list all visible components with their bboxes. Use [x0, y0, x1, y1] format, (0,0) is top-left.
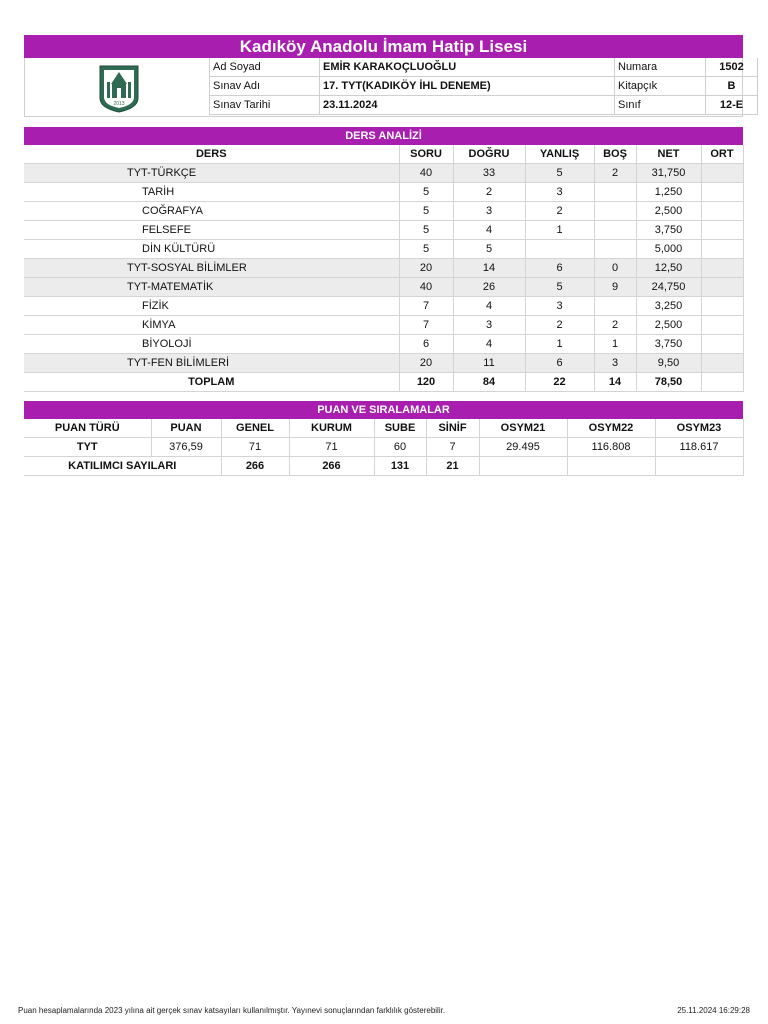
cell-dogru: 14: [453, 259, 525, 278]
total-bos: 14: [594, 373, 636, 392]
info-label: Ad Soyad: [210, 58, 320, 77]
cell-yanlis: 1: [525, 335, 594, 354]
column-header: DOĞRU: [453, 145, 525, 164]
katilimci-kurum: 266: [289, 457, 374, 476]
puan-sinif: 7: [426, 438, 479, 457]
table-row: [24, 240, 743, 259]
table-row: [24, 335, 743, 354]
footer-note: Puan hesaplamalarında 2023 yılına ait gerçek sınav katsayıları kullanılmıştır. Yayınevi sonuçlarından farklılık gösterebilir.: [18, 1006, 446, 1015]
column-header: ORT: [701, 145, 743, 164]
cell-soru: 5: [399, 240, 453, 259]
cell-bos: 0: [594, 259, 636, 278]
cell-dogru: 33: [453, 164, 525, 183]
cell-yanlis: 1: [525, 221, 594, 240]
table-row: [24, 221, 743, 240]
ders-name: BİYOLOJİ: [24, 335, 399, 354]
cell-dogru: 2: [453, 183, 525, 202]
ders-name: TYT-SOSYAL BİLİMLER: [24, 259, 399, 278]
column-header: BOŞ: [594, 145, 636, 164]
puan-genel: 71: [221, 438, 289, 457]
cell-bos: 2: [594, 164, 636, 183]
total-label: TOPLAM: [24, 373, 399, 392]
katilimci-sube: 131: [374, 457, 426, 476]
empty-cell: [479, 457, 567, 476]
column-header: OSYM22: [567, 419, 655, 438]
table-row: [24, 202, 743, 221]
katilimci-genel: 266: [221, 457, 289, 476]
cell-net: 5,000: [636, 240, 701, 259]
cell-ort: [701, 164, 743, 183]
student-info-table: [209, 58, 758, 115]
info-label: Sınav Adı: [210, 77, 320, 96]
cell-soru: 5: [399, 202, 453, 221]
cell-dogru: 4: [453, 221, 525, 240]
info-label-2: Numara: [615, 58, 706, 77]
cell-ort: [701, 278, 743, 297]
puan-osym23: 118.617: [655, 438, 743, 457]
info-value: 17. TYT(KADIKÖY İHL DENEME): [320, 77, 615, 96]
cell-dogru: 4: [453, 297, 525, 316]
empty-cell: [655, 457, 743, 476]
cell-net: 2,500: [636, 316, 701, 335]
cell-bos: 2: [594, 316, 636, 335]
cell-bos: 1: [594, 335, 636, 354]
table-row: [24, 183, 743, 202]
cell-ort: [701, 335, 743, 354]
column-header: PUAN: [151, 419, 221, 438]
ders-name: TYT-TÜRKÇE: [24, 164, 399, 183]
cell-yanlis: 2: [525, 316, 594, 335]
empty-cell: [567, 457, 655, 476]
cell-net: 1,250: [636, 183, 701, 202]
cell-yanlis: 3: [525, 297, 594, 316]
puan-osym21: 29.495: [479, 438, 567, 457]
total-row: [24, 373, 743, 392]
cell-dogru: 3: [453, 316, 525, 335]
ders-name: TYT-FEN BİLİMLERİ: [24, 354, 399, 373]
info-value-2: 12-E: [706, 96, 758, 115]
info-value-2: B: [706, 77, 758, 96]
info-row: [210, 58, 758, 77]
column-header: DERS: [24, 145, 399, 164]
ders-name: TYT-MATEMATİK: [24, 278, 399, 297]
school-crest-logo: [96, 62, 142, 114]
table-row: [24, 438, 743, 457]
cell-bos: [594, 202, 636, 221]
ders-name: FELSEFE: [24, 221, 399, 240]
cell-net: 3,750: [636, 335, 701, 354]
column-header: NET: [636, 145, 701, 164]
cell-bos: [594, 297, 636, 316]
ders-name: DİN KÜLTÜRÜ: [24, 240, 399, 259]
table-row: [24, 297, 743, 316]
cell-dogru: 4: [453, 335, 525, 354]
info-row: [210, 96, 758, 115]
table-row: [24, 457, 743, 476]
column-header: GENEL: [221, 419, 289, 438]
cell-ort: [701, 221, 743, 240]
cell-dogru: 5: [453, 240, 525, 259]
school-title: Kadıköy Anadolu İmam Hatip Lisesi: [24, 35, 743, 58]
info-value: 23.11.2024: [320, 96, 615, 115]
info-label-2: Sınıf: [615, 96, 706, 115]
column-header: KURUM: [289, 419, 374, 438]
cell-net: 12,50: [636, 259, 701, 278]
puan-siralama-table: [24, 419, 744, 476]
column-header: OSYM21: [479, 419, 567, 438]
cell-net: 3,750: [636, 221, 701, 240]
katilimci-label: KATILIMCI SAYILARI: [24, 457, 221, 476]
cell-soru: 5: [399, 183, 453, 202]
info-value: EMİR KARAKOÇLUOĞLU: [320, 58, 615, 77]
puan-siralama-title: PUAN VE SIRALAMALAR: [24, 401, 743, 419]
info-label: Sınav Tarihi: [210, 96, 320, 115]
ders-name: FİZİK: [24, 297, 399, 316]
table-row: [24, 259, 743, 278]
column-header: YANLIŞ: [525, 145, 594, 164]
info-value-2: 1502: [706, 58, 758, 77]
cell-yanlis: 3: [525, 183, 594, 202]
puan-sube: 60: [374, 438, 426, 457]
puan-kurum: 71: [289, 438, 374, 457]
footer-datetime: 25.11.2024 16:29:28: [677, 1006, 750, 1015]
cell-soru: 7: [399, 297, 453, 316]
cell-net: 31,750: [636, 164, 701, 183]
cell-bos: 9: [594, 278, 636, 297]
cell-bos: [594, 240, 636, 259]
cell-bos: [594, 221, 636, 240]
cell-ort: [701, 240, 743, 259]
ders-name: TARİH: [24, 183, 399, 202]
cell-soru: 7: [399, 316, 453, 335]
cell-soru: 40: [399, 164, 453, 183]
cell-ort: [701, 202, 743, 221]
cell-ort: [701, 297, 743, 316]
cell-yanlis: 6: [525, 259, 594, 278]
katilimci-sinif: 21: [426, 457, 479, 476]
cell-ort: [701, 259, 743, 278]
table-row: [24, 164, 743, 183]
cell-bos: 3: [594, 354, 636, 373]
puan-tur: TYT: [24, 438, 151, 457]
cell-dogru: 26: [453, 278, 525, 297]
table-row: [24, 316, 743, 335]
cell-yanlis: 2: [525, 202, 594, 221]
cell-net: 24,750: [636, 278, 701, 297]
puan-puan: 376,59: [151, 438, 221, 457]
column-header: SİNİF: [426, 419, 479, 438]
cell-yanlis: 5: [525, 164, 594, 183]
total-net: 78,50: [636, 373, 701, 392]
column-header: SUBE: [374, 419, 426, 438]
cell-ort: [701, 316, 743, 335]
cell-net: 9,50: [636, 354, 701, 373]
cell-soru: 6: [399, 335, 453, 354]
cell-yanlis: 5: [525, 278, 594, 297]
ders-analizi-table: [24, 145, 744, 392]
cell-soru: 40: [399, 278, 453, 297]
cell-bos: [594, 183, 636, 202]
ders-analizi-title: DERS ANALİZİ: [24, 127, 743, 145]
cell-soru: 20: [399, 354, 453, 373]
total-dogru: 84: [453, 373, 525, 392]
ders-name: COĞRAFYA: [24, 202, 399, 221]
info-row: [210, 77, 758, 96]
cell-dogru: 3: [453, 202, 525, 221]
cell-ort: [701, 354, 743, 373]
column-header: PUAN TÜRÜ: [24, 419, 151, 438]
table-row: [24, 354, 743, 373]
cell-yanlis: [525, 240, 594, 259]
ders-name: KİMYA: [24, 316, 399, 335]
total-ort: [701, 373, 743, 392]
logo-year: 2013: [113, 101, 125, 107]
info-label-2: Kitapçık: [615, 77, 706, 96]
total-yanlis: 22: [525, 373, 594, 392]
cell-dogru: 11: [453, 354, 525, 373]
column-header: OSYM23: [655, 419, 743, 438]
cell-net: 2,500: [636, 202, 701, 221]
column-header: SORU: [399, 145, 453, 164]
cell-ort: [701, 183, 743, 202]
total-soru: 120: [399, 373, 453, 392]
cell-soru: 5: [399, 221, 453, 240]
cell-net: 3,250: [636, 297, 701, 316]
cell-soru: 20: [399, 259, 453, 278]
puan-osym22: 116.808: [567, 438, 655, 457]
table-row: [24, 278, 743, 297]
cell-yanlis: 6: [525, 354, 594, 373]
